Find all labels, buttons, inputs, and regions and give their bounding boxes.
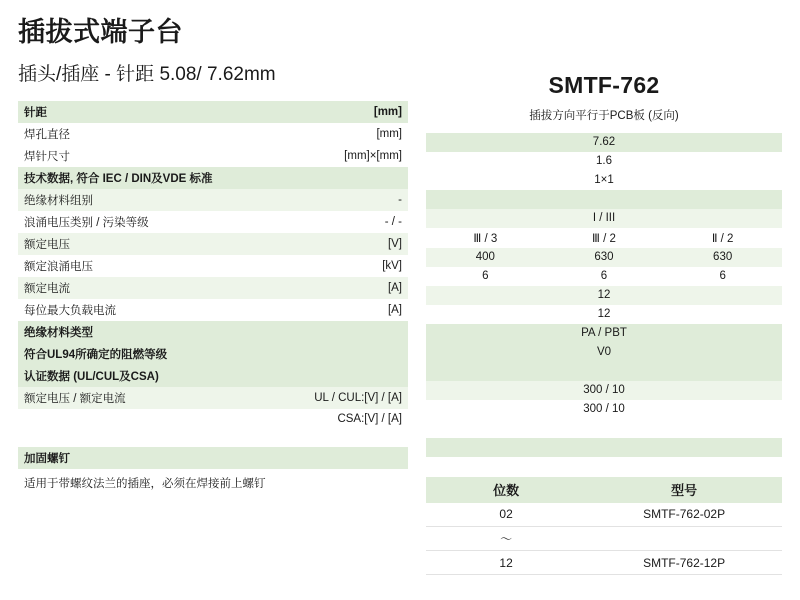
spec-row-label [18,167,408,189]
spec-label: 浪涌电压类别 / 污染等级 [18,211,244,233]
page-title: 插拔式端子台 [18,17,183,47]
part-note: 插拔方向平行于PCB板 (反向) [529,109,679,122]
model-table-wrap [426,477,782,576]
spec-value [426,362,782,381]
spec-value-table [426,133,782,457]
spec-row-value [426,324,782,343]
spec-row-label [18,387,408,409]
spec-row-value [426,400,782,419]
screw-note: 适用于带螺纹法兰的插座，必须在焊接前上螺钉 [24,478,266,491]
spec-label: 绝缘材料类型 [18,321,244,343]
spec-value: 1×1 [426,171,782,190]
spec-row-value [426,209,782,228]
table-row [426,551,782,575]
spec-unit: - / - [244,211,408,233]
spec-row-value [426,248,782,267]
spec-unit: [mm]×[mm] [244,145,408,167]
spec-value: 6 [426,267,545,286]
spec-value [426,438,782,457]
spec-row-value [426,228,782,248]
spec-value: 6 [545,267,664,286]
spec-row-label [18,233,408,255]
spec-label: 每位最大负载电流 [18,299,244,321]
model-positions-cell: 12 [426,551,586,575]
spec-unit: [mm] [244,101,408,123]
content-columns [18,62,782,576]
spec-unit: UL / CUL:[V] / [A] [244,387,408,409]
spec-label: 焊针尺寸 [18,145,244,167]
spec-label [18,428,244,447]
spec-label: 符合UL94所确定的阻燃等级 [18,343,244,365]
model-table-header-row [426,477,782,503]
model-table-header-cell: 型号 [586,477,782,503]
spec-value: I / III [426,209,782,228]
spec-row-value [426,152,782,171]
table-row [426,503,782,527]
spec-label: 焊孔直径 [18,123,244,145]
spec-row-label [18,123,408,145]
spec-value [426,419,782,438]
spec-unit: [A] [244,277,408,299]
spec-row-label [18,428,408,447]
spec-unit [244,167,408,189]
spec-row-value [426,190,782,209]
spec-row-label [18,211,408,233]
spec-label: 技术数据, 符合 IEC / DIN及VDE 标准 [18,167,244,189]
spec-row-value [426,438,782,457]
model-type-cell [586,527,782,551]
model-positions-cell: 〜 [426,527,586,551]
spec-value: Ⅲ / 3 [426,228,545,248]
page-subtitle: 插头/插座 - 针距 5.08/ 7.62mm [18,63,276,85]
spec-label: 认证数据 (UL/CUL及CSA) [18,365,244,387]
spec-label: 加固螺钉 [18,447,244,469]
spec-row-value [426,419,782,438]
spec-value: PA / PBT [426,324,782,343]
spec-unit: - [244,189,408,211]
model-table-header-cell: 位数 [426,477,586,503]
spec-row-value [426,362,782,381]
spec-unit: [kV] [244,255,408,277]
spec-row-value [426,343,782,362]
spec-value: Ⅱ / 2 [663,228,782,248]
model-positions-cell: 02 [426,503,586,527]
spec-unit [244,365,408,387]
spec-label [18,409,244,428]
spec-row-label [18,343,408,365]
spec-label: 绝缘材料组别 [18,189,244,211]
spec-value: 12 [426,286,782,305]
spec-label: 额定电压 / 额定电流 [18,387,244,409]
spec-row-value [426,305,782,324]
spec-unit [244,428,408,447]
spec-label-table [18,101,408,469]
spec-label: 针距 [18,101,244,123]
spec-row-value [426,133,782,152]
spec-row-value [426,286,782,305]
spec-row-label [18,101,408,123]
left-column [18,62,408,492]
spec-unit: [V] [244,233,408,255]
model-table [426,477,782,576]
spec-unit [244,447,408,469]
spec-row-value [426,267,782,286]
spec-row-label [18,299,408,321]
spec-label: 额定电压 [18,233,244,255]
spec-value: 630 [663,248,782,267]
spec-value: 630 [545,248,664,267]
model-type-cell: SMTF-762-02P [586,503,782,527]
spec-row-label [18,321,408,343]
spec-value: 12 [426,305,782,324]
spec-value: 400 [426,248,545,267]
right-column [408,62,782,576]
spec-unit: [A] [244,299,408,321]
part-number: SMTF-762 [548,71,660,98]
spec-label: 额定电流 [18,277,244,299]
spec-value: V0 [426,343,782,362]
table-row [426,527,782,551]
spec-value: 1.6 [426,152,782,171]
spec-unit: [mm] [244,123,408,145]
spec-row-value [426,381,782,400]
spec-row-label [18,255,408,277]
spec-row-value [426,171,782,190]
spec-row-label [18,447,408,469]
spec-value: Ⅲ / 2 [545,228,664,248]
spec-row-label [18,409,408,428]
spec-value [426,190,782,209]
spec-value: 300 / 10 [426,381,782,400]
spec-value: 7.62 [426,133,782,152]
spec-row-label [18,189,408,211]
spec-row-label [18,277,408,299]
spec-value: 6 [663,267,782,286]
spec-label: 额定浪涌电压 [18,255,244,277]
spec-row-label [18,365,408,387]
spec-unit: CSA:[V] / [A] [244,409,408,428]
spec-value: 300 / 10 [426,400,782,419]
spec-unit [244,321,408,343]
model-type-cell: SMTF-762-12P [586,551,782,575]
spec-row-label [18,145,408,167]
spec-unit [244,343,408,365]
